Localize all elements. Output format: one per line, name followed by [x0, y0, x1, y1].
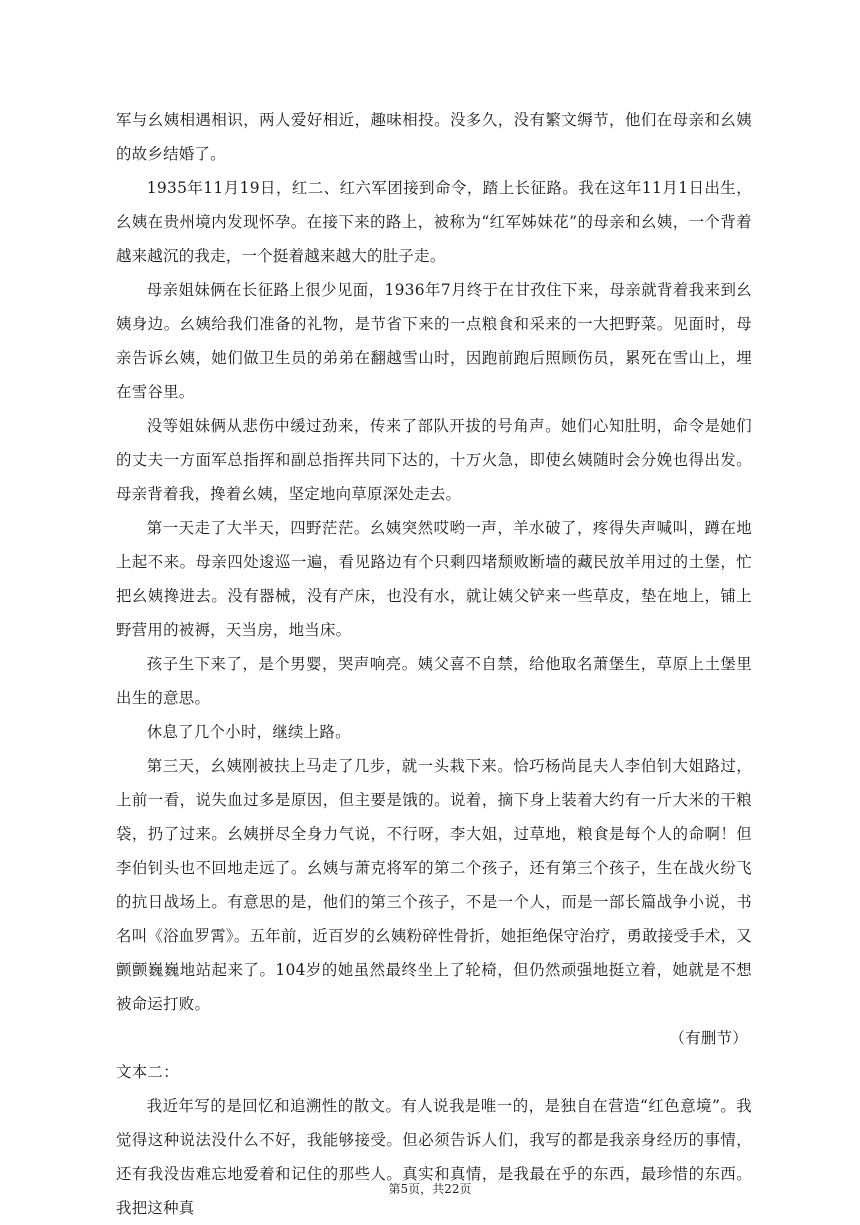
paragraph-5: 第一天走了大半天，四野茫茫。幺姨突然哎哟一声，羊水破了，疼得失声喊叫，蹲在地上起不来。母亲四处逡巡一遍，看见路边有个只剩四堵颓败断墙的藏民放羊用过的土堡，忙把幺姨搀进去。没有器械，没有产床，也没有水，就让姨父铲来一些草皮，垫在地上，铺上野营用的被褥，天当房，地当床。	[116, 519, 752, 639]
paragraph-9: 我近年写的是回忆和追溯性的散文。有人说我是唯一的，是独自在营造“红色意境”。我觉得这种说法没什么不好，我能够接受。但必须告诉人们，我写的都是我亲身经历的事情，还有我没齿难忘地爱着和记住的那些人。真实和真情，是我最在乎的东西，最珍惜的东西。我把这种真	[116, 1097, 752, 1217]
paragraph-4: 没等姐妹俩从悲伤中缓过劲来，传来了部队开拔的号角声。她们心知肚明，命令是她们的丈夫一方面军总指挥和副总指挥共同下达的，十万火急，即使幺姨随时会分娩也得出发。母亲背着我，搀着幺姨，坚定地向草原深处走去。	[116, 417, 752, 503]
section-heading-text-two: 文本二：	[116, 1063, 179, 1081]
paragraph-7: 休息了几个小时，继续上路。	[146, 723, 351, 741]
document-body	[116, 103, 752, 1225]
paragraph-3: 母亲姐妹俩在长征路上很少见面，1936年7月终于在甘孜住下来，母亲就背着我来到幺姨身边。幺姨给我们准备的礼物，是节省下来的一点粮食和采来的一大把野菜。见面时，母亲告诉幺姨，她们做卫生员的弟弟在翻越雪山时，因跑前跑后照顾伤员，累死在雪山上，埋在雪谷里。	[116, 281, 752, 401]
page-number: 第5页，共22页	[388, 1182, 472, 1196]
paragraph-8: 第三天，幺姨刚被扶上马走了几步，就一头栽下来。恰巧杨尚昆夫人李伯钊大姐路过，上前一看，说失血过多是原因，但主要是饿的。说着，摘下身上装着大约有一斤大米的干粮袋，扔了过来。幺姨拼尽全身力气说，不行呀，李大姐，过草地，粮食是每个人的命啊！但李伯钊头也不回地走远了。幺姨与萧克将军的第二个孩子，还有第三个孩子，生在战火纷飞的抗日战场上。有意思的是，他们的第三个孩子，不是一个人，而是一部长篇战争小说，书名叫《浴血罗霄》。五年前，近百岁的幺姨粉碎性骨折，她拒绝保守治疗，勇敢接受手术，又颤颤巍巍地站起来了。104岁的她虽然最终坐上了轮椅，但仍然顽强地挺立着，她就是不想被命运打败。	[116, 757, 752, 1013]
paragraph-6: 孩子生下来了，是个男婴，哭声响亮。姨父喜不自禁，给他取名萧堡生，草原上土堡里出生的意思。	[116, 655, 752, 707]
abridged-note: （有删节）	[669, 1029, 748, 1047]
paragraph-1: 军与幺姨相遇相识，两人爱好相近，趣味相投。没多久，没有繁文缛节，他们在母亲和幺姨的故乡结婚了。	[116, 111, 752, 163]
paragraph-2: 1935年11月19日，红二、红六军团接到命令，踏上长征路。我在这年11月1日出生，幺姨在贵州境内发现怀孕。在接下来的路上，被称为“红军姊妹花”的母亲和幺姨，一个背着越来越沉的我走，一个挺着越来越大的肚子走。	[116, 179, 752, 265]
